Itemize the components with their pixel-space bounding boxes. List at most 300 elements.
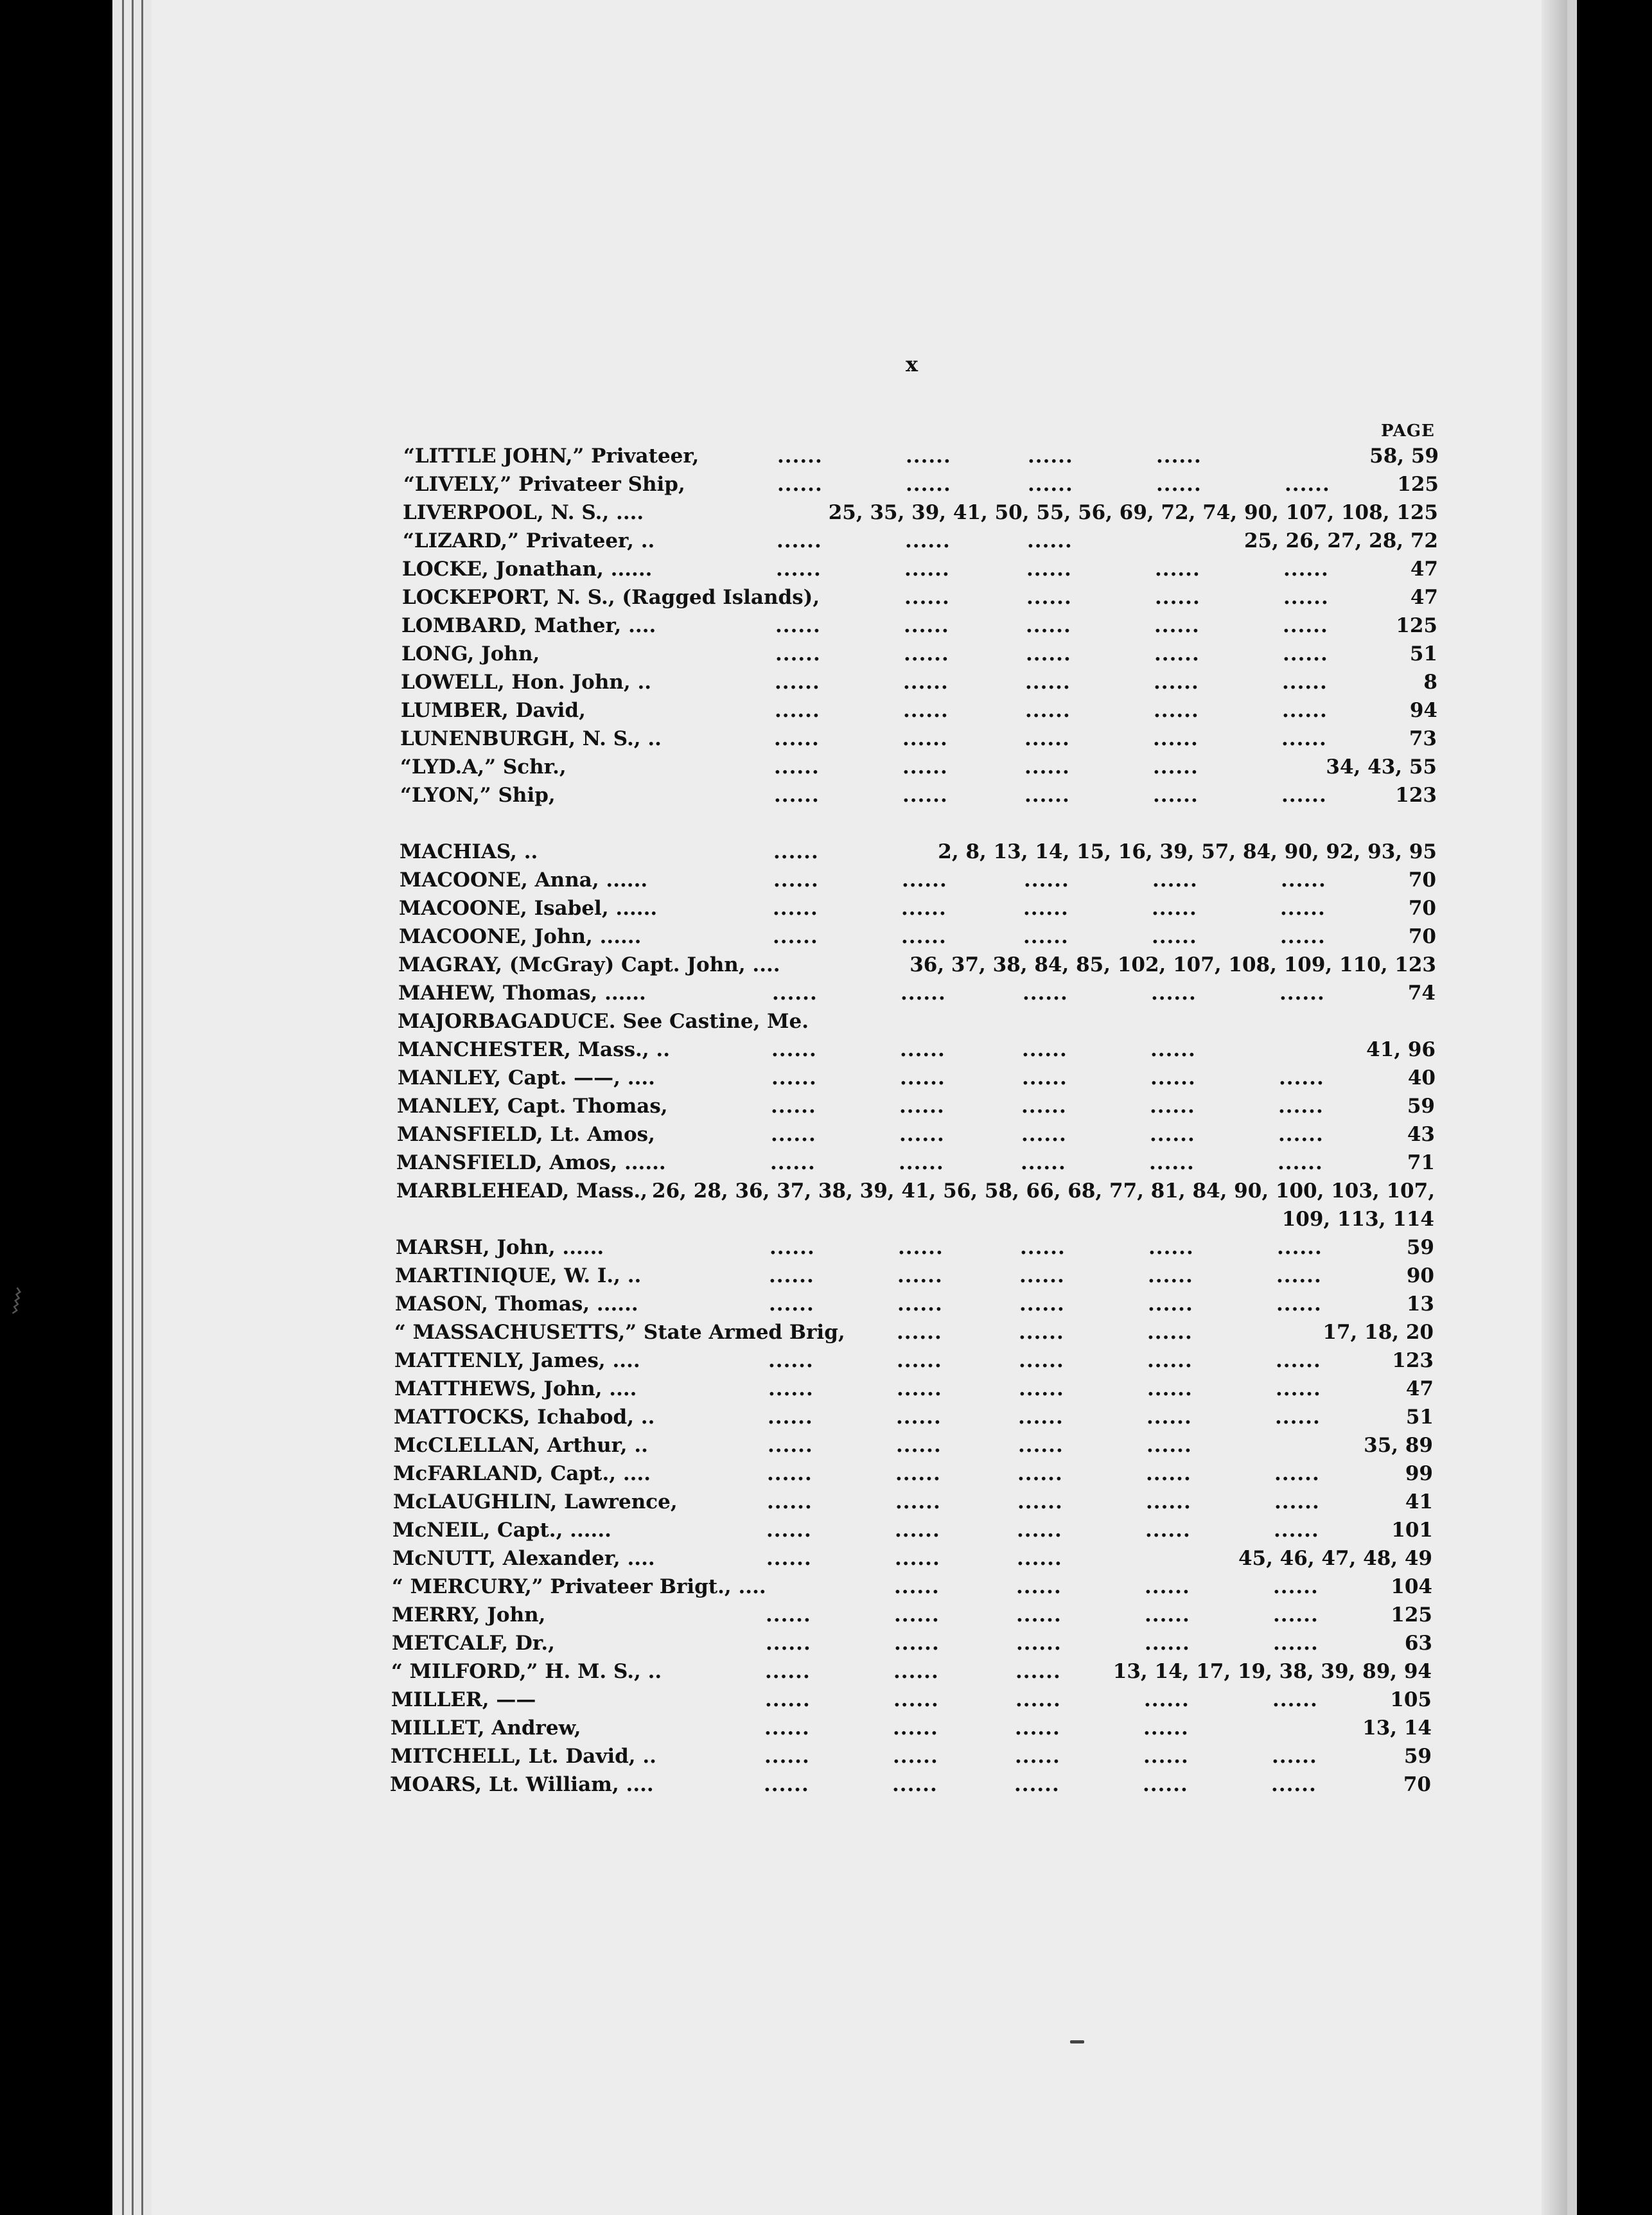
leader-dots: ......	[769, 1293, 814, 1316]
entry-pages: 41	[1405, 1490, 1433, 1513]
entry-pages: 123	[1395, 784, 1437, 807]
entry-name: “LIZARD,” Privateer, ..	[403, 529, 655, 552]
leader-dots: ......	[1023, 925, 1069, 948]
leader-dots: ......	[1276, 1377, 1321, 1400]
leader-dots: ......	[1146, 1462, 1191, 1485]
leader-dots: ......	[902, 727, 948, 750]
leader-dots: ......	[899, 1095, 945, 1118]
leader-dots: ......	[1283, 558, 1329, 581]
entry-name: MANSFIELD, Lt. Amos,	[397, 1123, 655, 1146]
leader-dots: ......	[900, 1066, 945, 1090]
index-entry	[397, 1120, 1435, 1149]
index-entry	[401, 696, 1437, 725]
leader-dots: ......	[1026, 558, 1072, 581]
leader-dots: ......	[1143, 1716, 1189, 1740]
leader-dots: ......	[1281, 869, 1326, 892]
entry-pages: 8	[1423, 671, 1437, 694]
entry-pages: 105	[1390, 1688, 1432, 1711]
index-entry	[394, 1431, 1433, 1460]
leader-dots: ......	[1145, 1603, 1190, 1627]
leader-dots: ......	[1272, 1688, 1318, 1711]
leader-dots: ......	[1015, 1745, 1060, 1768]
leader-dots: ......	[1285, 473, 1330, 496]
leader-dots: ......	[764, 1773, 809, 1796]
entry-pages: 125	[1397, 473, 1439, 496]
leader-dots: ......	[766, 1603, 811, 1627]
entry-name: LONG, John,	[401, 642, 540, 666]
entry-pages: 59	[1406, 1236, 1434, 1259]
leader-dots: ......	[903, 699, 949, 722]
entry-name: “LYON,” Ship,	[400, 784, 556, 807]
leader-dots: ......	[1024, 869, 1069, 892]
entry-pages: 13	[1406, 1293, 1434, 1316]
index-entry	[396, 1177, 1435, 1205]
leader-dots: ......	[1148, 1264, 1193, 1287]
leader-dots: ......	[1147, 1349, 1193, 1372]
leader-dots: ......	[1015, 1716, 1060, 1740]
leader-dots: ......	[895, 1547, 940, 1570]
leader-dots: ......	[1016, 1603, 1062, 1627]
entry-name: MARBLEHEAD, Mass.,	[396, 1179, 647, 1203]
entry-pages: 13, 14	[1362, 1716, 1432, 1740]
leader-dots: ......	[894, 1632, 940, 1655]
index-entry	[400, 753, 1437, 781]
leader-dots: ......	[1154, 699, 1199, 722]
entry-name: LIVERPOOL, N. S., ....	[403, 501, 644, 524]
leader-dots: ......	[904, 642, 949, 666]
leader-dots: ......	[901, 897, 947, 920]
entry-pages: 104	[1391, 1575, 1432, 1598]
leader-dots: ......	[898, 1236, 944, 1259]
leader-dots: ......	[777, 445, 823, 468]
leader-dots: ......	[1021, 1095, 1067, 1118]
leader-dots: ......	[1025, 671, 1071, 694]
entry-pages: 45, 46, 47, 48, 49	[1238, 1547, 1432, 1570]
index-entry	[398, 1064, 1436, 1092]
leader-dots: ......	[1276, 1264, 1322, 1287]
leader-dots: ......	[1024, 727, 1070, 750]
leader-dots: ......	[1017, 1490, 1063, 1513]
leader-dots: ......	[773, 869, 819, 892]
index-entry	[391, 1686, 1432, 1714]
leader-dots: ......	[774, 755, 820, 779]
leader-dots: ......	[897, 1377, 942, 1400]
index-entry	[398, 951, 1436, 979]
leader-dots: ......	[902, 784, 948, 807]
entry-pages: 101	[1391, 1519, 1433, 1542]
leader-dots: ......	[1023, 982, 1068, 1005]
leader-dots: ......	[1021, 1123, 1067, 1146]
leader-dots: ......	[1017, 1462, 1063, 1485]
entry-pages: 58, 59	[1369, 445, 1439, 468]
leader-dots: ......	[1282, 671, 1328, 694]
index-list	[0, 442, 1652, 1817]
index-entry	[394, 1403, 1434, 1431]
leader-dots: ......	[776, 558, 822, 581]
entry-name: McLAUGHLIN, Lawrence,	[393, 1490, 678, 1513]
entry-pages: 51	[1405, 1406, 1434, 1429]
entry-pages: 99	[1405, 1462, 1433, 1485]
leader-dots: ......	[766, 1632, 811, 1655]
leader-dots: ......	[1143, 1745, 1189, 1768]
leader-dots: ......	[1150, 1095, 1195, 1118]
leader-dots: ......	[1024, 784, 1070, 807]
leader-dots: ......	[1014, 1773, 1060, 1796]
page-column-heading: PAGE	[1381, 421, 1435, 441]
entry-name: MATTHEWS, John, ....	[394, 1377, 637, 1400]
leader-dots: ......	[1154, 642, 1200, 666]
index-entry	[392, 1516, 1433, 1544]
leader-dots: ......	[1145, 1575, 1190, 1598]
index-entry	[392, 1573, 1432, 1601]
index-entry	[393, 1488, 1433, 1516]
leader-dots: ......	[895, 1462, 941, 1485]
leader-dots: ......	[1145, 1519, 1191, 1542]
entry-pages: 25, 35, 39, 41, 50, 55, 56, 69, 72, 74, 90, 107, 108, 125	[828, 501, 1438, 524]
leader-dots: ......	[773, 897, 818, 920]
leader-dots: ......	[1015, 1688, 1061, 1711]
leader-dots: ......	[767, 1462, 813, 1485]
leader-dots: ......	[893, 1688, 939, 1711]
leader-dots: ......	[1019, 1321, 1064, 1344]
leader-dots: ......	[772, 982, 818, 1005]
leader-dots: ......	[777, 473, 823, 496]
index-entry	[400, 838, 1437, 866]
leader-dots: ......	[893, 1716, 938, 1740]
leader-dots: ......	[1276, 1293, 1322, 1316]
leader-dots: ......	[1015, 1660, 1061, 1683]
entry-pages: 2, 8, 13, 14, 15, 16, 39, 57, 84, 90, 92, 93, 95	[938, 840, 1437, 863]
entry-name: MAJORBAGADUCE. See Castine, Me.	[398, 1010, 809, 1033]
index-entry	[403, 470, 1439, 499]
leader-dots: ......	[893, 1660, 939, 1683]
index-entry	[399, 894, 1436, 922]
index-entry	[391, 1742, 1432, 1770]
leader-dots: ......	[903, 671, 949, 694]
leader-dots: ......	[1017, 1519, 1062, 1542]
index-entry	[394, 1346, 1434, 1375]
leader-dots: ......	[1277, 1236, 1322, 1259]
leader-dots: ......	[1150, 1038, 1196, 1061]
entry-name: MILLET, Andrew,	[391, 1716, 581, 1740]
index-entry	[402, 555, 1438, 583]
leader-dots: ......	[771, 1038, 817, 1061]
leader-dots: ......	[773, 925, 818, 948]
leader-dots: ......	[896, 1434, 942, 1457]
entry-name: MERRY, John,	[392, 1603, 546, 1627]
leader-dots: ......	[765, 1660, 811, 1683]
leader-dots: ......	[1153, 727, 1199, 750]
entry-name: MACOONE, Isabel, ......	[399, 897, 658, 920]
entry-pages: 70	[1408, 925, 1436, 948]
entry-name: McNUTT, Alexander, ....	[392, 1547, 655, 1570]
leader-dots: ......	[1026, 614, 1071, 637]
leader-dots: ......	[1156, 445, 1202, 468]
index-entry	[400, 866, 1436, 894]
leader-dots: ......	[1019, 1377, 1064, 1400]
leader-dots: ......	[770, 1151, 816, 1174]
index-entry	[395, 1262, 1434, 1290]
entry-name: McFARLAND, Capt., ....	[393, 1462, 651, 1485]
entry-name: MACHIAS, ..	[400, 840, 538, 863]
leader-dots: ......	[1143, 1773, 1188, 1796]
leader-dots: ......	[897, 1264, 943, 1287]
leader-dots: ......	[1027, 529, 1073, 552]
leader-dots: ......	[1153, 784, 1199, 807]
entry-name: MILLER, ——	[391, 1688, 536, 1711]
leader-dots: ......	[1279, 982, 1325, 1005]
leader-dots: ......	[1026, 642, 1071, 666]
entry-pages: 90	[1406, 1264, 1434, 1287]
leader-dots: ......	[892, 1773, 938, 1796]
entry-pages: 73	[1409, 727, 1437, 750]
entry-pages: 47	[1410, 558, 1438, 581]
entry-name: MASON, Thomas, ......	[395, 1293, 638, 1316]
entry-pages: 71	[1407, 1151, 1435, 1174]
entry-pages: 36, 37, 38, 84, 85, 102, 107, 108, 109, 110, 123	[909, 953, 1436, 976]
entry-name: “LITTLE JOHN,” Privateer,	[403, 445, 699, 468]
leader-dots: ......	[895, 1519, 940, 1542]
entry-name: MARSH, John, ......	[396, 1236, 604, 1259]
leader-dots: ......	[766, 1519, 812, 1542]
leader-dots: ......	[768, 1406, 813, 1429]
leader-dots: ......	[896, 1406, 942, 1429]
index-entry	[397, 1092, 1435, 1120]
leader-dots: ......	[1147, 1377, 1193, 1400]
index-entry	[399, 922, 1436, 951]
leader-dots: ......	[771, 1123, 816, 1146]
index-entry	[393, 1460, 1433, 1488]
leader-dots: ......	[769, 1264, 814, 1287]
leader-dots: ......	[904, 586, 950, 609]
leader-dots: ......	[1271, 1773, 1317, 1796]
leader-dots: ......	[906, 473, 951, 496]
entry-name: “ MERCURY,” Privateer Brigt., ....	[392, 1575, 766, 1598]
leader-dots: ......	[1018, 1434, 1064, 1457]
leader-dots: ......	[1280, 925, 1326, 948]
leader-dots: ......	[893, 1745, 938, 1768]
leader-dots: ......	[768, 1434, 813, 1457]
leader-dots: ......	[768, 1377, 814, 1400]
leader-dots: ......	[1283, 642, 1328, 666]
leader-dots: ......	[1148, 1293, 1193, 1316]
index-entry	[398, 1036, 1436, 1064]
entry-name: LOCKE, Jonathan, ......	[402, 558, 653, 581]
entry-name: LOCKEPORT, N. S., (Ragged Islands),	[402, 586, 820, 609]
leader-dots: ......	[1028, 473, 1073, 496]
leader-dots: ......	[1274, 1519, 1319, 1542]
leader-dots: ......	[775, 671, 820, 694]
entry-name: MACOONE, John, ......	[399, 925, 642, 948]
leader-dots: ......	[897, 1293, 943, 1316]
leader-dots: ......	[769, 1236, 815, 1259]
index-entry	[403, 499, 1438, 527]
entry-name: LUMBER, David,	[401, 699, 586, 722]
leader-dots: ......	[1275, 1406, 1321, 1429]
entry-pages: 59	[1407, 1095, 1435, 1118]
entry-pages: 43	[1407, 1123, 1435, 1146]
leader-dots: ......	[1152, 897, 1197, 920]
index-entry	[400, 781, 1437, 809]
page-folio: x	[906, 352, 918, 376]
leader-dots: ......	[1148, 1236, 1194, 1259]
entry-pages: 70	[1403, 1773, 1431, 1796]
index-entry	[394, 1318, 1434, 1346]
ink-mark	[1070, 2040, 1084, 2043]
leader-dots: ......	[1149, 1151, 1195, 1174]
index-entry	[402, 583, 1438, 612]
entry-pages: 123	[1392, 1349, 1434, 1372]
index-entry	[395, 1290, 1434, 1318]
leader-dots: ......	[1147, 1434, 1192, 1457]
leader-dots: ......	[1016, 1632, 1062, 1655]
leader-dots: ......	[1025, 699, 1071, 722]
leader-dots: ......	[1150, 1066, 1196, 1090]
entry-pages: 51	[1409, 642, 1437, 666]
entry-pages: 47	[1410, 586, 1438, 609]
index-entry	[396, 1233, 1434, 1262]
leader-dots: ......	[775, 642, 821, 666]
leader-dots: ......	[1273, 1603, 1319, 1627]
leader-dots: ......	[1019, 1293, 1065, 1316]
leader-dots: ......	[1281, 784, 1327, 807]
leader-dots: ......	[771, 1095, 816, 1118]
index-entry	[396, 1149, 1435, 1177]
leader-dots: ......	[773, 840, 819, 863]
entry-pages: 70	[1408, 897, 1436, 920]
entry-pages: 109, 113, 114	[1281, 1208, 1434, 1231]
entry-name: “LYD.A,” Schr.,	[400, 755, 567, 779]
index-entry	[394, 1375, 1434, 1403]
index-entry	[403, 527, 1438, 555]
index-entry	[400, 725, 1437, 753]
leader-dots: ......	[1020, 1236, 1066, 1259]
leader-dots: ......	[775, 699, 820, 722]
leader-dots: ......	[1021, 1151, 1066, 1174]
entry-name: MANSFIELD, Amos, ......	[396, 1151, 666, 1174]
entry-name: LUNENBURGH, N. S., ..	[400, 727, 662, 750]
leader-dots: ......	[774, 784, 820, 807]
entry-pages: 63	[1404, 1632, 1432, 1655]
leader-dots: ......	[1151, 982, 1197, 1005]
leader-dots: ......	[906, 445, 951, 468]
leader-dots: ......	[1273, 1632, 1319, 1655]
leader-dots: ......	[1273, 1575, 1319, 1598]
index-entry	[403, 442, 1439, 470]
leader-dots: ......	[902, 869, 947, 892]
index-entry	[396, 1205, 1434, 1233]
leader-dots: ......	[897, 1321, 942, 1344]
leader-dots: ......	[1023, 897, 1069, 920]
leader-dots: ......	[1279, 1066, 1324, 1090]
index-entry	[391, 1714, 1432, 1742]
leader-dots: ......	[1276, 1349, 1321, 1372]
leader-dots: ......	[899, 1151, 944, 1174]
entry-pages: 41, 96	[1366, 1038, 1436, 1061]
leader-dots: ......	[1274, 1462, 1320, 1485]
leader-dots: ......	[899, 1123, 945, 1146]
leader-dots: ......	[1147, 1406, 1192, 1429]
leader-dots: ......	[777, 529, 822, 552]
index-entry	[398, 1007, 1436, 1036]
leader-dots: ......	[1280, 897, 1326, 920]
leader-dots: ......	[1153, 755, 1199, 779]
entry-pages: 35, 89	[1364, 1434, 1433, 1457]
entry-name: MARTINIQUE, W. I., ..	[395, 1264, 642, 1287]
leader-dots: ......	[1283, 586, 1329, 609]
leader-dots: ......	[765, 1688, 811, 1711]
leader-dots: ......	[894, 1603, 940, 1627]
leader-dots: ......	[901, 982, 946, 1005]
leader-dots: ......	[1019, 1264, 1065, 1287]
leader-dots: ......	[1018, 1406, 1064, 1429]
index-entry	[401, 612, 1437, 640]
entry-name: LOWELL, Hon. John, ..	[401, 671, 652, 694]
entry-name: MANCHESTER, Mass., ..	[398, 1038, 670, 1061]
leader-dots: ......	[1274, 1490, 1320, 1513]
entry-name: MANLEY, Capt. ——, ....	[398, 1066, 655, 1090]
leader-dots: ......	[1155, 558, 1200, 581]
index-entry	[392, 1544, 1432, 1573]
leader-dots: ......	[895, 1490, 941, 1513]
entry-name: MATTENLY, James, ....	[394, 1349, 640, 1372]
index-entry	[398, 979, 1436, 1007]
leader-dots: ......	[1156, 473, 1202, 496]
leader-dots: ......	[1278, 1151, 1323, 1174]
leader-dots: ......	[1155, 586, 1200, 609]
entry-pages: 26, 28, 36, 37, 38, 39, 41, 56, 58, 66, 68, 77, 81, 84, 90, 100, 103, 107,	[652, 1179, 1435, 1203]
leader-dots: ......	[1016, 1575, 1062, 1598]
leader-dots: ......	[1144, 1688, 1190, 1711]
entry-pages: 70	[1408, 869, 1436, 892]
entry-name: LOMBARD, Mather, ....	[401, 614, 656, 637]
leader-dots: ......	[1146, 1490, 1191, 1513]
leader-dots: ......	[764, 1745, 810, 1768]
entry-pages: 17, 18, 20	[1322, 1321, 1434, 1344]
leader-dots: ......	[1150, 1123, 1195, 1146]
leader-dots: ......	[1154, 671, 1199, 694]
entry-name: MACOONE, Anna, ......	[400, 869, 648, 892]
entry-pages: 34, 43, 55	[1326, 755, 1437, 779]
entry-pages: 25, 26, 27, 28, 72	[1243, 529, 1438, 552]
entry-name: MANLEY, Capt. Thomas,	[397, 1095, 668, 1118]
leader-dots: ......	[1022, 1038, 1068, 1061]
entry-name: McCLELLAN, Arthur, ..	[394, 1434, 648, 1457]
leader-dots: ......	[1283, 614, 1328, 637]
index-entry	[401, 668, 1437, 696]
entry-name: MITCHELL, Lt. David, ..	[391, 1745, 656, 1768]
index-entry	[392, 1629, 1432, 1657]
leader-dots: ......	[1022, 1066, 1068, 1090]
index-entry	[391, 1657, 1432, 1686]
entry-name: “ MASSACHUSETTS,” State Armed Brig,	[394, 1321, 845, 1344]
leader-dots: ......	[1278, 1095, 1324, 1118]
entry-pages: 13, 14, 17, 19, 38, 39, 89, 94	[1112, 1660, 1432, 1683]
entry-name: MAHEW, Thomas, ......	[398, 982, 646, 1005]
entry-name: MOARS, Lt. William, ....	[390, 1773, 654, 1796]
leader-dots: ......	[904, 614, 949, 637]
leader-dots: ......	[904, 558, 950, 581]
entry-name: “ MILFORD,” H. M. S., ..	[391, 1660, 662, 1683]
index-entry	[401, 640, 1437, 668]
leader-dots: ......	[771, 1066, 817, 1090]
leader-dots: ......	[1278, 1123, 1324, 1146]
leader-dots: ......	[764, 1716, 810, 1740]
leader-dots: ......	[1152, 925, 1197, 948]
index-entry	[390, 1770, 1431, 1799]
leader-dots: ......	[767, 1490, 813, 1513]
leader-dots: ......	[897, 1349, 942, 1372]
